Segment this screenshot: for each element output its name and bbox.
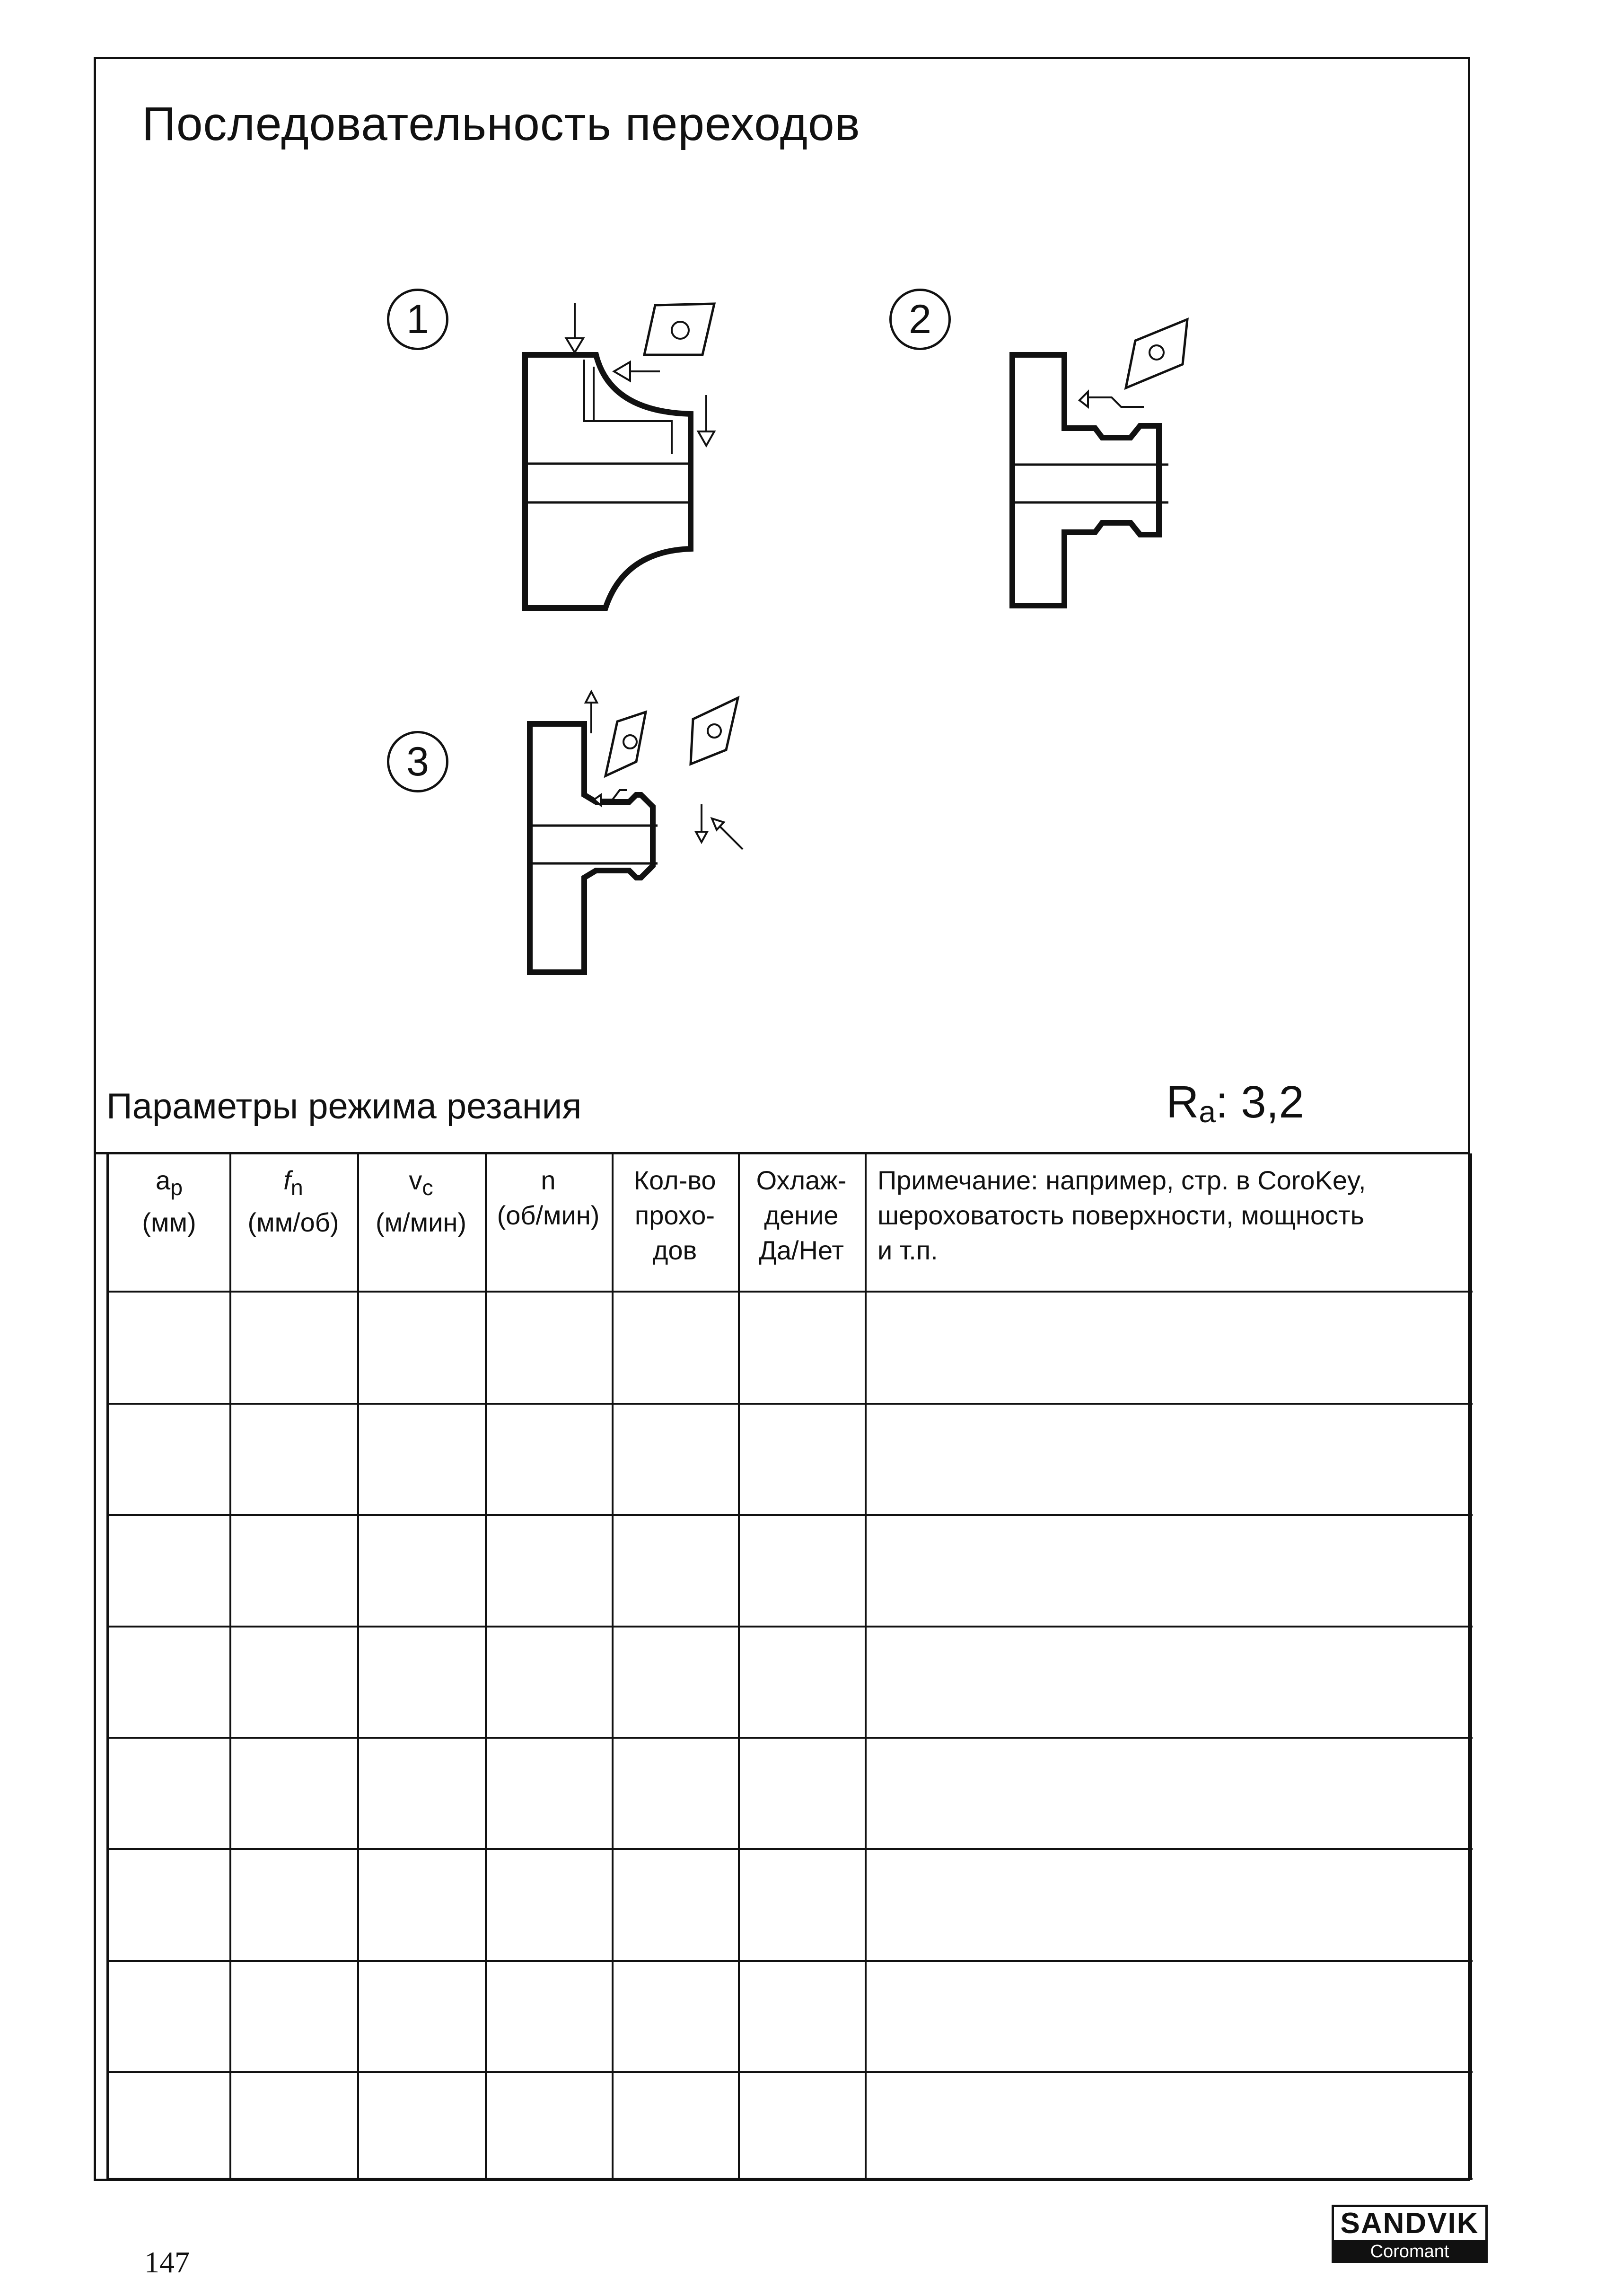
- row-divider: [109, 2071, 1473, 2073]
- step-3-number: [387, 731, 448, 792]
- logo-sub: Coromant: [1332, 2240, 1488, 2263]
- col-divider: [229, 1153, 231, 2180]
- row-divider: [109, 1737, 1473, 1739]
- row-divider: [109, 1514, 1473, 1516]
- step-2-number: [889, 289, 951, 350]
- page-number: 147: [144, 2245, 190, 2279]
- step-2-label: 2: [909, 296, 931, 342]
- col-header-n: n (об/мин): [497, 1165, 600, 1230]
- sandvik-logo: [1332, 2205, 1488, 2263]
- step-2-drawing: [1003, 312, 1202, 620]
- step-1-number: [387, 289, 448, 350]
- col-divider: [865, 1153, 867, 2180]
- col-divider: [357, 1153, 359, 2180]
- logo-brand: SANDVIK: [1332, 2205, 1488, 2240]
- row-divider: [109, 1960, 1473, 1962]
- col-divider: [1470, 1153, 1472, 2180]
- row-divider: [109, 1626, 1473, 1627]
- page-title: Последовательность переходов: [142, 97, 860, 150]
- step-3-label: 3: [406, 739, 429, 784]
- step-1-drawing: [511, 284, 757, 615]
- col-header-vc: $v_c$ (м/мин): [375, 1165, 467, 1238]
- col-divider: [738, 1153, 740, 2180]
- row-divider: [109, 1403, 1473, 1405]
- cutting-params-title: Параметры режима резания: [106, 1086, 582, 1126]
- col-divider: [612, 1153, 614, 2180]
- col-header-note: Примечание: например, стр. в CoroKey, шероховатость поверхности, мощность и т.п.: [877, 1165, 1366, 1265]
- step-1-label: 1: [406, 296, 429, 342]
- roughness-label: $R_a$: 3,2: [1166, 1077, 1304, 1129]
- col-header-fn: $f_n$ (мм/об): [247, 1165, 339, 1238]
- col-header-passes: Кол-во прохо- дов: [633, 1165, 716, 1265]
- step-3-drawing: [516, 681, 762, 989]
- row-divider: [109, 1291, 1473, 1293]
- col-divider: [485, 1153, 487, 2180]
- col-header-ap: $a_p$ (мм): [142, 1165, 196, 1238]
- row-divider: [109, 2178, 1473, 2180]
- col-header-coolant: Охлаж- дение Да/Нет: [756, 1165, 847, 1265]
- cutting-params-table: [106, 1153, 1470, 2180]
- row-divider: [109, 1848, 1473, 1850]
